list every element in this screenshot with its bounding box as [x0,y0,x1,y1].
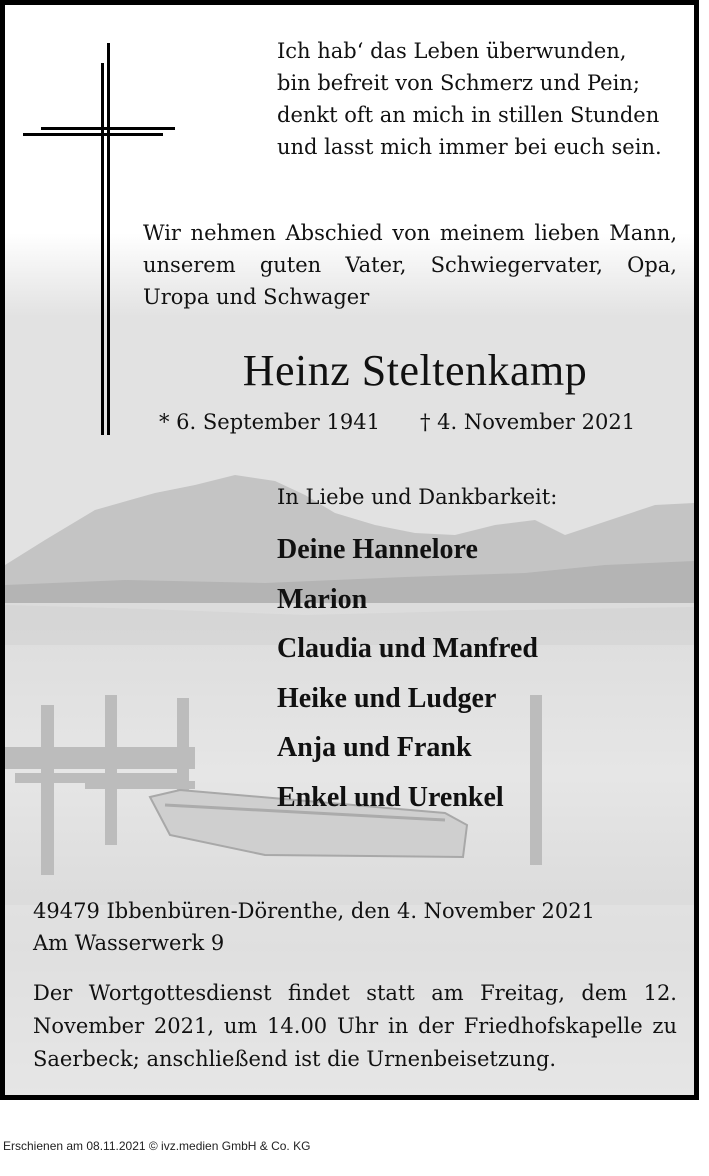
poem-line: und lasst mich immer bei euch sein. [277,135,662,159]
memorial-poem [277,35,697,163]
poem-line: Ich hab‘ das Leben überwunden, [277,39,627,63]
cross-horizontal-bar [23,133,163,136]
address-block [33,895,595,959]
poem-line: bin befreit von Schmerz und Pein; [277,71,640,95]
service-notice: Der Wortgottesdienst findet statt am Freitag, dem 12. November 2021, um 14.00 Uhr in der Friedhofskapelle zu Saerbeck; anschließend ist die Urnenbeisetzung. [33,981,677,1071]
birth-date: * 6. September 1941 [159,410,380,434]
deceased-name: Heinz Steltenkamp [242,346,588,395]
mourners-intro: In Liebe und Dankbarkeit: [277,485,558,509]
list-item: Marion [277,583,368,615]
list-item: Heike und Ludger [277,682,497,714]
poem-line: denkt oft an mich in stillen Stunden [277,103,660,127]
life-dates [159,410,635,434]
list-item: Deine Hannelore [277,534,478,565]
mourners-list [277,525,538,822]
place-date: 49479 Ibbenbüren-Dörenthe, den 4. November 2021 [33,899,595,923]
cross-horizontal-bar-2 [41,127,175,130]
death-date: † 4. November 2021 [419,410,636,434]
farewell-text: Wir nehmen Abschied von meinem lieben Mann, unserem guten Vater, Schwiegervater, Opa, Uropa und Schwager [143,221,677,309]
publication-footer: Erschienen am 08.11.2021 © ivz.medien GmbH & Co. KG [3,1139,311,1153]
list-item: Claudia und Manfred [277,633,538,664]
list-item: Enkel und Urenkel [277,781,504,813]
street-address: Am Wasserwerk 9 [33,931,225,955]
list-item: Anja und Frank [277,732,472,763]
